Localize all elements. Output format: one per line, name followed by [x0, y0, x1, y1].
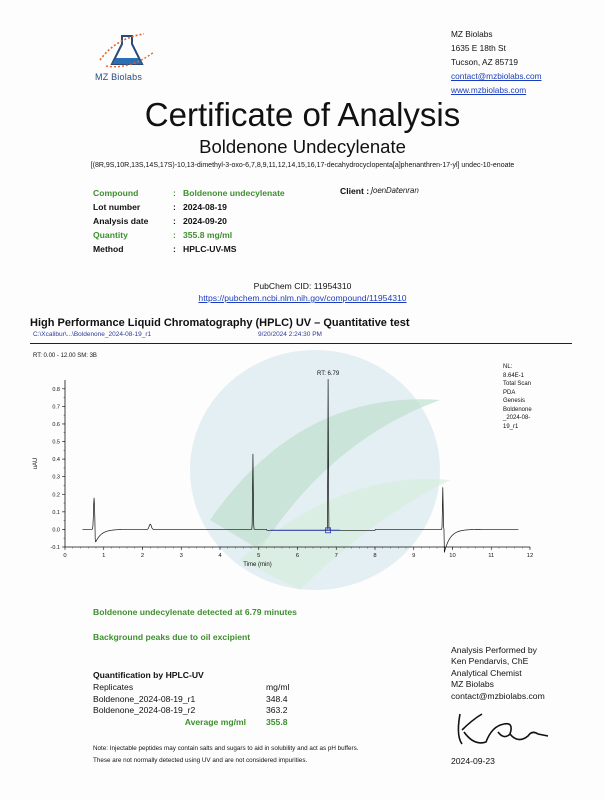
average-label: Average mg/ml — [184, 716, 246, 727]
table-row — [93, 705, 306, 717]
quant-header-unit: mg/ml — [266, 682, 290, 692]
x-tick-label: 8 — [373, 553, 377, 559]
quant-table — [93, 682, 306, 728]
pubchem-block — [0, 280, 605, 304]
file-path: C:\Xcalibur\...\Boldenone_2024-08-19_r1 — [33, 331, 152, 338]
y-tick-label: 0.8 — [52, 386, 60, 393]
x-tick-label: 0 — [63, 553, 67, 559]
lot-label: Lot number — [93, 202, 141, 212]
footnote-line: These are not normally detected using UV and are not considered impurities. — [93, 756, 308, 764]
y-tick-label: 0.6 — [52, 421, 60, 428]
method-value: HPLC-UV-MS — [183, 244, 237, 254]
performed-line: Ken Pendarvis, ChE — [451, 656, 529, 667]
x-tick-label: 2 — [140, 553, 145, 559]
address-line: 1635 E 18th St — [451, 43, 506, 53]
y-tick-label: 0.5 — [52, 439, 60, 446]
quantity-value: 355.8 mg/ml — [183, 230, 233, 240]
x-tick-label: 12 — [526, 553, 534, 559]
compound-value: Boldenone undecylenate — [183, 188, 285, 198]
pubchem-cid: PubChem CID: 11954310 — [253, 281, 352, 291]
x-tick-label: 5 — [257, 553, 261, 559]
logo-text: MZ Biolabs — [95, 72, 143, 82]
x-tick-label: 4 — [218, 553, 222, 559]
date-label: Analysis date — [93, 216, 149, 226]
client-signature: JoenDatenran — [371, 186, 419, 195]
scan-info-line: 19_r1 — [503, 423, 519, 430]
y-tick-label: 0.0 — [52, 527, 60, 534]
email-link[interactable]: contact@mzbiolabs.com — [451, 71, 542, 81]
iupac-name: [(8R,9S,10R,13S,14S,17S)-10,13-dimethyl-3-oxo-6,7,8,9,11,12,14,15,16,17-decahydrocyclopenta[a]phenanthren-17-yl] undec-10-enoate — [90, 162, 515, 169]
x-tick-label: 7 — [334, 553, 338, 559]
y-tick-label: -0.1 — [50, 545, 60, 551]
hplc-title: High Performance Liquid Chromatography (HPLC) UV – Quantitative test — [30, 317, 410, 329]
x-tick-label: 3 — [179, 553, 183, 559]
x-tick-label: 9 — [412, 553, 416, 559]
replicate-value: 363.2 — [266, 705, 288, 715]
client-label: Client : — [340, 186, 370, 196]
performed-line: Analysis Performed by — [451, 645, 537, 655]
footnote-line: Note: Injectable peptides may contain salts and sugars to aid in solubility and act as pH buffers. — [93, 745, 359, 752]
address-line: MZ Biolabs — [451, 29, 493, 39]
compound-label: Compound — [93, 188, 139, 198]
performed-line: Analytical Chemist — [451, 667, 522, 678]
scan-info-line: _2024-08- — [503, 415, 531, 421]
y-tick-label: 0.2 — [52, 492, 60, 499]
detection-result: Boldenone undecylenate detected at 6.79 minutes — [93, 607, 297, 617]
y-tick-label: 0.1 — [52, 509, 60, 516]
compound-title: Boldenone Undecylenate — [199, 136, 406, 157]
scan-info-line: Boldenone — [503, 406, 532, 413]
x-tick-label: 10 — [449, 553, 456, 559]
method-label: Method — [93, 244, 124, 254]
scan-info-line: 8.64E-1 — [503, 372, 525, 379]
flask-logo-icon — [96, 30, 158, 72]
x-axis-label: Time (min) — [243, 562, 272, 568]
scan-info-line: Total Scan — [503, 381, 532, 387]
address-line: Tucson, AZ 85719 — [451, 57, 519, 67]
x-tick-label: 6 — [295, 553, 300, 559]
divider — [30, 343, 572, 344]
replicate-name: Boldenone_2024-08-19_r2 — [93, 705, 196, 715]
average-value: 355.8 — [266, 716, 288, 727]
replicate-value: 348.4 — [266, 693, 288, 704]
table-row — [93, 694, 306, 706]
performed-by — [451, 645, 545, 702]
colon: : — [173, 244, 176, 254]
x-tick-label: 11 — [488, 553, 495, 559]
website-link[interactable]: www.mzbiolabs.com — [451, 85, 527, 95]
peak-label: RT: 6.79 — [316, 371, 340, 378]
scan-info-line: Genesis — [503, 398, 526, 404]
page-title: Certificate of Analysis — [144, 96, 461, 133]
analyst-signature — [452, 706, 552, 752]
run-datetime: 9/20/2024 2:24:30 PM — [258, 331, 322, 338]
colon: : — [173, 216, 176, 226]
signature-date: 2024-09-23 — [451, 756, 495, 766]
chromatogram-trace — [82, 379, 518, 552]
y-axis-label: uAU — [33, 457, 39, 470]
pubchem-link[interactable]: https://pubchem.ncbi.nlm.nih.gov/compound/11954310 — [198, 293, 407, 303]
lot-value: 2024-08-19 — [183, 202, 227, 212]
rt-range: RT: 0.00 - 12.00 SM: 3B — [33, 353, 97, 359]
replicate-name: Boldenone_2024-08-19_r1 — [93, 693, 196, 704]
y-tick-label: 0.4 — [52, 457, 60, 464]
company-address — [451, 27, 542, 97]
sample-info — [93, 186, 285, 256]
scan-info-line: NL: — [503, 364, 513, 370]
hplc-chromatogram — [0, 360, 605, 570]
background-note: Background peaks due to oil excipient — [93, 632, 251, 642]
performed-line: contact@mzbiolabs.com — [451, 690, 545, 701]
x-tick-label: 1 — [102, 553, 106, 559]
footnote — [93, 743, 359, 766]
quant-header-name: Replicates — [93, 682, 134, 692]
performed-line: MZ Biolabs — [451, 679, 494, 690]
y-tick-label: 0.3 — [52, 474, 60, 481]
quant-title: Quantification by HPLC-UV — [93, 670, 204, 680]
quantity-label: Quantity — [93, 230, 128, 240]
y-tick-label: 0.7 — [52, 404, 60, 411]
colon: : — [173, 188, 176, 198]
scan-info-line: PDA — [503, 389, 516, 396]
date-value: 2024-09-20 — [183, 216, 227, 226]
colon: : — [173, 230, 176, 240]
colon: : — [173, 202, 176, 212]
